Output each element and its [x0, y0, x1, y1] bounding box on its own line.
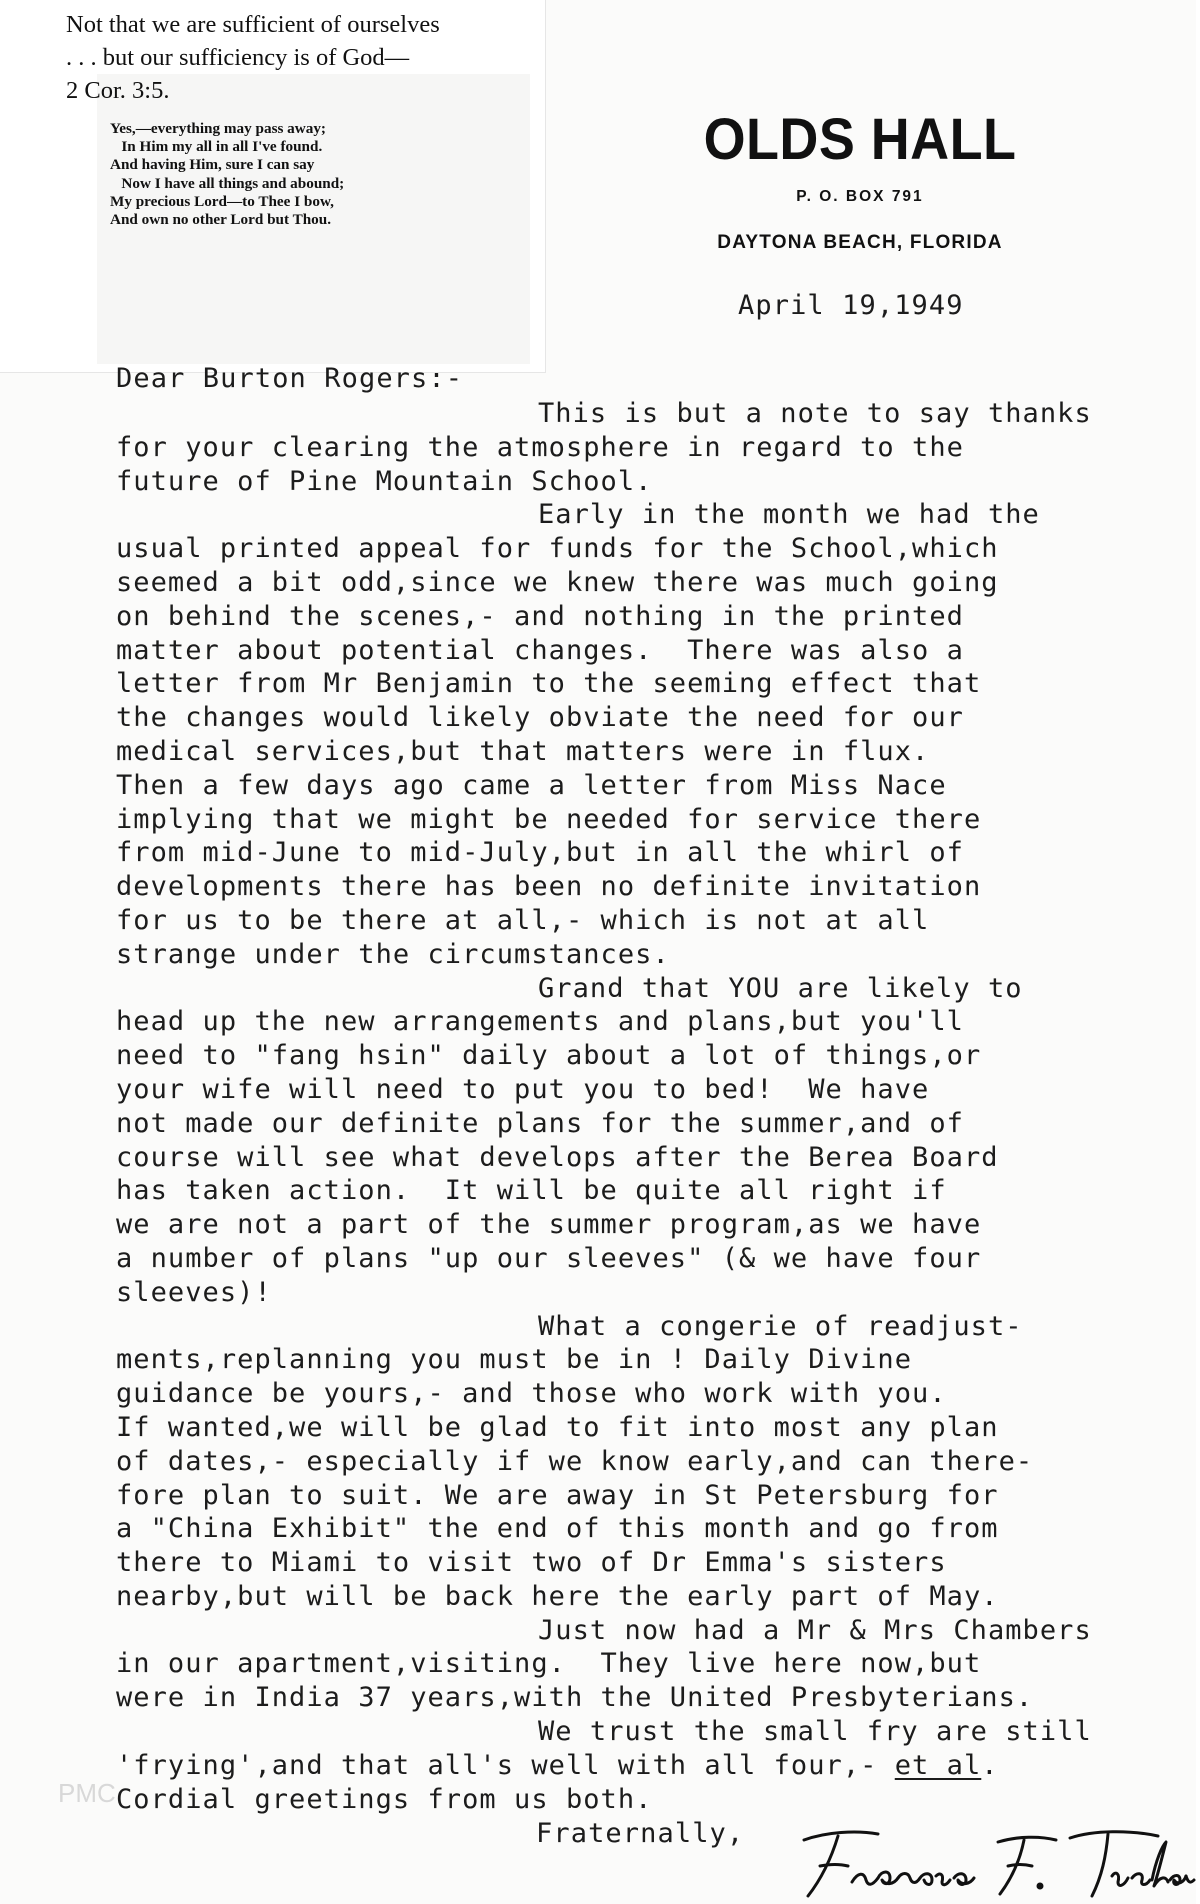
- poem-line: My precious Lord—to Thee I bow,: [110, 192, 334, 210]
- letter-line: guidance be yours,- and those who work with you.: [116, 1378, 947, 1410]
- letter-line: for us to be there at all,- which is not at all: [116, 904, 930, 936]
- letter-line: letter from Mr Benjamin to the seeming effect that: [116, 668, 982, 700]
- letter-line: nearby,but will be back here the early part of May.: [116, 1580, 999, 1612]
- letter-line: Then a few days ago came a letter from Miss Nace: [116, 769, 947, 801]
- letterhead-name: OLDS HALL: [703, 107, 1017, 172]
- letter-date: April 19,1949: [738, 290, 964, 321]
- letter-line: the changes would likely obviate the need for our: [116, 702, 964, 734]
- poem-line: And own no other Lord but Thou.: [110, 211, 331, 229]
- letter-line: This is but a note to say thanks: [538, 398, 1092, 429]
- letter-line: We trust the small fry are still: [538, 1716, 1092, 1748]
- letter-line: matter about potential changes. There was also a: [116, 634, 964, 666]
- poem-line: Yes,—everything may pass away;: [110, 120, 326, 137]
- scripture-line: . . . but our sufficiency is of God—: [66, 44, 410, 71]
- letter-line: 'frying',and that all's well with all four,- et al.: [116, 1749, 999, 1781]
- letter-line: ments,replanning you must be in ! Daily Divine: [116, 1344, 913, 1376]
- letter-line: head up the new arrangements and plans,but you'll: [116, 1006, 964, 1038]
- letter-line: usual printed appeal for funds for the School,which: [116, 533, 999, 565]
- poem-line: And having Him, sure I can say: [110, 156, 315, 174]
- closing: Fraternally,: [536, 1818, 745, 1849]
- poem: [110, 120, 510, 229]
- letter-line: course will see what develops after the Berea Board: [116, 1141, 999, 1173]
- letter-body: [116, 397, 1196, 1816]
- watermark: PMC: [58, 1778, 116, 1808]
- letter-line: Grand that YOU are likely to: [538, 972, 1023, 1004]
- letter-line: Cordial greetings from us both.: [116, 1783, 653, 1815]
- letterhead-po-box: P. O. BOX 791: [796, 188, 924, 205]
- scripture-line: Not that we are sufficient of ourselves: [66, 11, 440, 38]
- letter-line: in our apartment,visiting. They live here now,but: [116, 1648, 982, 1680]
- handwritten-signature: [786, 1820, 1198, 1904]
- letter-line: future of Pine Mountain School.: [116, 465, 653, 497]
- letter-line: developments there has been no definite invitation: [116, 871, 982, 903]
- salutation: Dear Burton Rogers:-: [116, 363, 464, 394]
- letter-line: Early in the month we had the: [538, 499, 1040, 531]
- underlined-text: et al: [894, 1749, 982, 1781]
- letter-line: implying that we might be needed for service there: [116, 803, 982, 835]
- letter-line: need to "fang hsin" daily about a lot of things,or: [116, 1040, 982, 1072]
- letter-line: not made our definite plans for the summer,and of: [116, 1107, 964, 1139]
- page-edge: [1196, 0, 1200, 1904]
- letter-line: sleeves)!: [116, 1276, 272, 1308]
- letter-line: has taken action. It will be quite all right if: [116, 1175, 947, 1207]
- poem-line: Now I have all things and abound;: [110, 174, 345, 192]
- letter-line: Just now had a Mr & Mrs Chambers: [538, 1614, 1092, 1646]
- letter-line: were in India 37 years,with the United Presbyterians.: [116, 1682, 1034, 1714]
- letter-line: If wanted,we will be glad to fit into most any plan: [116, 1411, 999, 1443]
- letter-line: a "China Exhibit" the end of this month and go from: [116, 1513, 999, 1545]
- scripture-verse-box: [0, 0, 546, 373]
- scripture-quote: [66, 8, 526, 107]
- letterhead-city: DAYTONA BEACH, FLORIDA: [717, 232, 1003, 253]
- scripture-reference: 2 Cor. 3:5.: [66, 77, 170, 104]
- letter-line: a number of plans "up our sleeves" (& we have four: [116, 1242, 982, 1274]
- letter-line: your wife will need to put you to bed! We have: [116, 1073, 930, 1105]
- letter-line: strange under the circumstances.: [116, 938, 670, 970]
- letter-line: we are not a part of the summer program,as we have: [116, 1209, 982, 1241]
- letter-line: medical services,but that matters were in flux.: [116, 735, 930, 767]
- letter-line: for your clearing the atmosphere in regard to the: [116, 431, 964, 463]
- letter-line: What a congerie of readjust-: [538, 1310, 1023, 1342]
- letter-line: of dates,- especially if we know early,and can there-: [116, 1445, 1034, 1477]
- letter-line: on behind the scenes,- and nothing in the printed: [116, 600, 964, 632]
- letter-line: from mid-June to mid-July,but in all the whirl of: [116, 837, 964, 869]
- letter-line: fore plan to suit. We are away in St Petersburg for: [116, 1479, 999, 1511]
- letter-line: there to Miami to visit two of Dr Emma's sisters: [116, 1547, 947, 1579]
- poem-line: In Him my all in all I've found.: [110, 138, 323, 156]
- letter-line: seemed a bit odd,since we knew there was much going: [116, 566, 999, 598]
